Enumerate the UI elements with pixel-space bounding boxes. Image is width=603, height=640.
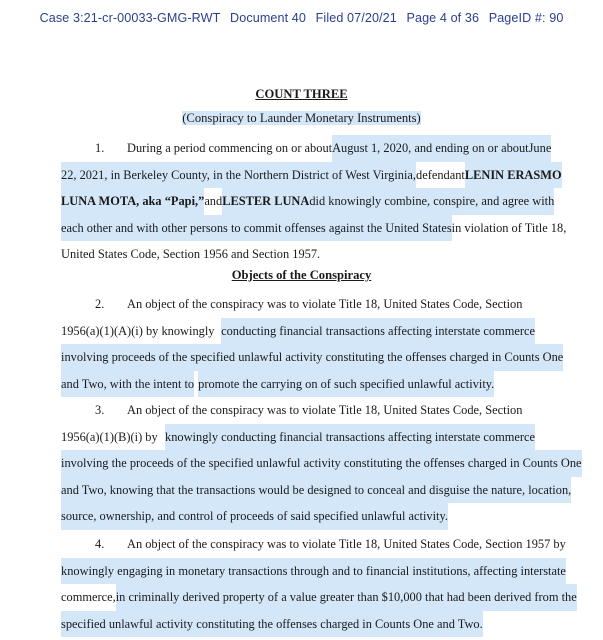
p4-line-4 xyxy=(61,611,535,638)
p4-line-2 xyxy=(61,558,566,585)
p3-line-3 xyxy=(61,450,582,477)
case-number: Case 3:21-cr-00033-GMG-RWT xyxy=(39,11,221,25)
p2-line-3 xyxy=(61,344,564,371)
p3-line-4 xyxy=(61,477,572,504)
p4-line-3 xyxy=(61,584,577,611)
p2-line-1 xyxy=(61,291,535,318)
p2-highlight: promote the carrying on of such specified unlawful activity. xyxy=(198,371,494,398)
p2-highlight: conducting financial transactions affecting interstate commerce xyxy=(221,318,535,345)
p1-text: in violation of Title 18, xyxy=(451,220,567,235)
p4-text: An object of the conspiracy was to violate Title 18, United States Code, Section 1957 by xyxy=(127,537,566,551)
p2-text: An object of the conspiracy was to violate Title 18, United States Code, Section xyxy=(127,297,523,311)
p2-highlight: involving proceeds of the specified unlawful activity constituting the offenses charged in Counts One xyxy=(61,344,563,371)
p1-text: and xyxy=(204,194,223,208)
p2-line-4 xyxy=(61,371,535,398)
p4-number: 4. xyxy=(95,537,105,551)
filed-date: Filed 07/20/21 xyxy=(315,11,397,25)
p2-highlight: and Two, with the intent to xyxy=(61,371,194,398)
paragraph-2 xyxy=(61,291,564,397)
p3-highlight: involving the proceeds of the specified unlawful activity constituting the offenses charged in Counts One xyxy=(61,450,582,477)
court-filing-header xyxy=(0,11,603,25)
count-title: COUNT THREE xyxy=(255,87,348,101)
p3-highlight: knowingly conducting financial transactions affecting interstate commerce xyxy=(165,424,535,451)
page-id: PageID #: 90 xyxy=(488,11,564,25)
p4-highlight: knowingly engaging in monetary transactions through and to financial institutions, affecting interstate xyxy=(61,558,566,585)
p1-defendant-name: LENIN ERASMO xyxy=(465,162,562,189)
p1-highlight: 22, 2021, in Berkeley County, in the Northern District of West Virginia, xyxy=(61,162,416,189)
p3-number: 3. xyxy=(95,403,105,417)
p1-number: 1. xyxy=(95,141,105,155)
p3-text: 1956(a)(1)(B)(i) by xyxy=(61,429,158,444)
p4-text: commerce, xyxy=(61,590,116,604)
p1-line-2 xyxy=(61,162,562,189)
p1-highlight: each other and with other persons to commit offenses against the United States xyxy=(61,215,452,242)
count-subtitle xyxy=(0,111,603,126)
p3-line-5 xyxy=(61,503,535,530)
p2-number: 2. xyxy=(95,297,105,311)
p3-highlight: source, ownership, and control of proceeds of said specified unlawful activity. xyxy=(61,503,448,530)
p1-highlight: June xyxy=(529,135,552,162)
count-subtitle-text: (Conspiracy to Launder Monetary Instruments) xyxy=(182,111,421,125)
objects-title: Objects of the Conspiracy xyxy=(231,268,372,282)
p1-text: defendant xyxy=(416,167,465,182)
p1-line-4 xyxy=(61,215,567,242)
p1-text: During a period commencing on or about xyxy=(127,141,333,155)
page-number: Page 4 of 36 xyxy=(406,11,480,25)
p1-defendant-name: LUNA MOTA, aka “Papi,” xyxy=(61,188,204,215)
p1-line-3 xyxy=(61,188,555,215)
p2-text: 1956(a)(1)(A)(i) by knowingly xyxy=(61,323,215,338)
p1-highlight: August 1, 2020, and ending on or about xyxy=(332,135,529,162)
paragraph-4 xyxy=(61,531,577,637)
p4-highlight: specified unlawful activity constituting the offenses charged in Counts One and Two. xyxy=(61,611,483,638)
p1-text: United States Code, Section 1956 and Section 1957. xyxy=(61,247,321,261)
p3-text: An object of the conspiracy was to violate Title 18, United States Code, Section xyxy=(127,403,523,417)
p1-highlight: did knowingly combine, conspire, and agree with xyxy=(309,188,554,215)
p4-highlight: in criminally derived property of a value greater than $10,000 that had been derived from the xyxy=(116,584,577,611)
p3-line-2 xyxy=(61,424,535,451)
p4-line-1 xyxy=(61,531,566,558)
p1-defendant-name: LESTER LUNA xyxy=(222,188,309,215)
paragraph-3 xyxy=(61,397,582,530)
paragraph-1 xyxy=(61,135,567,268)
p1-line-1 xyxy=(61,135,552,162)
p2-line-2 xyxy=(61,318,535,345)
p3-line-1 xyxy=(61,397,535,424)
p3-highlight: and Two, knowing that the transactions would be designed to conceal and disguise the nature, location, xyxy=(61,477,571,504)
p1-line-5 xyxy=(61,241,535,268)
document-number: Document 40 xyxy=(230,11,307,25)
